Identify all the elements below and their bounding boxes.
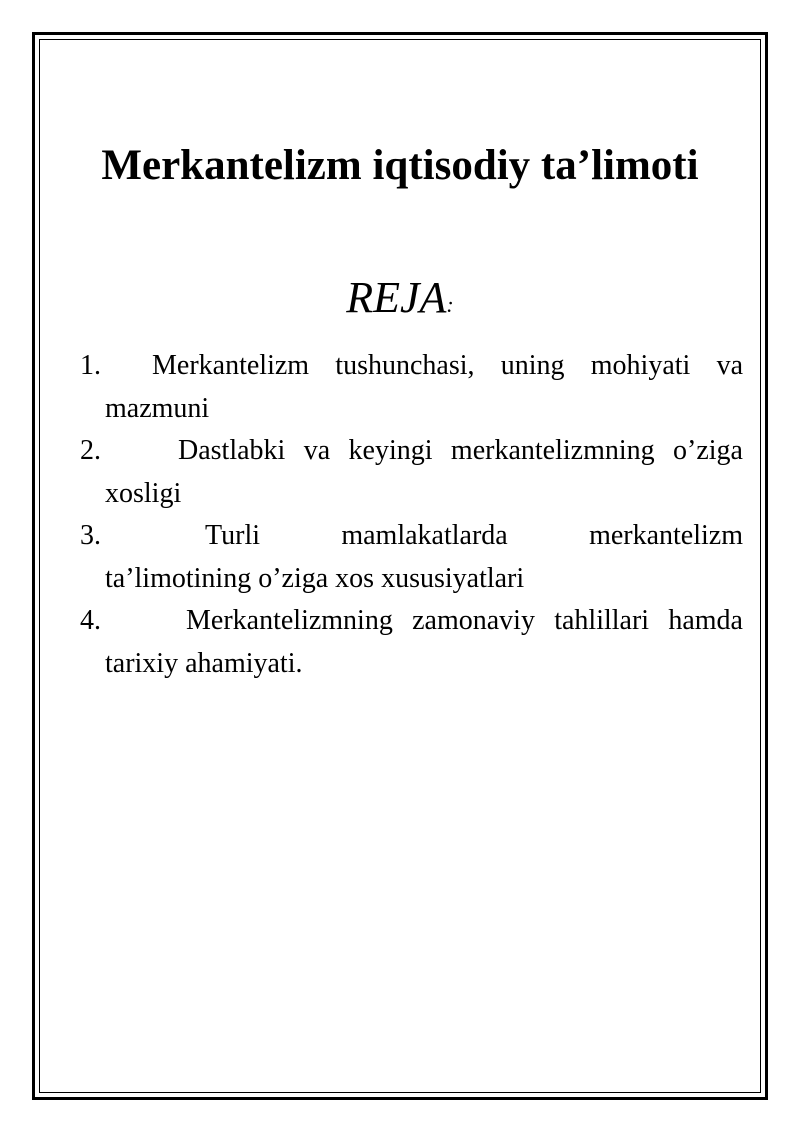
plan-item-text: Merkantelizm tushunchasi, uning mohiyati va mazmuni — [105, 350, 743, 424]
document-title: Merkantelizm iqtisodiy ta’limoti — [101, 142, 699, 189]
plan-item-text: Dastlabki va keyingi merkantelizmning o’ziga xosligi — [105, 435, 743, 509]
plan-item-2 — [80, 430, 743, 515]
plan-list — [80, 345, 743, 685]
plan-item-number: 4. — [80, 605, 101, 636]
plan-item-text: Merkantelizmning zamonaviy tahlillari hamda tarixiy ahamiyati. — [105, 605, 743, 679]
plan-item-number: 2. — [80, 435, 101, 466]
plan-item-4 — [80, 600, 743, 685]
plan-heading — [0, 270, 800, 333]
plan-item-number: 1. — [80, 350, 101, 381]
plan-item-3 — [80, 515, 743, 600]
plan-item-1 — [80, 345, 743, 430]
plan-heading-text: REJA — [346, 273, 447, 322]
plan-heading-colon: : — [446, 292, 454, 317]
plan-item-text: Turli mamlakatlarda merkantelizm ta’limotining o’ziga xos xususiyatlari — [105, 520, 743, 594]
plan-item-number: 3. — [80, 520, 101, 551]
